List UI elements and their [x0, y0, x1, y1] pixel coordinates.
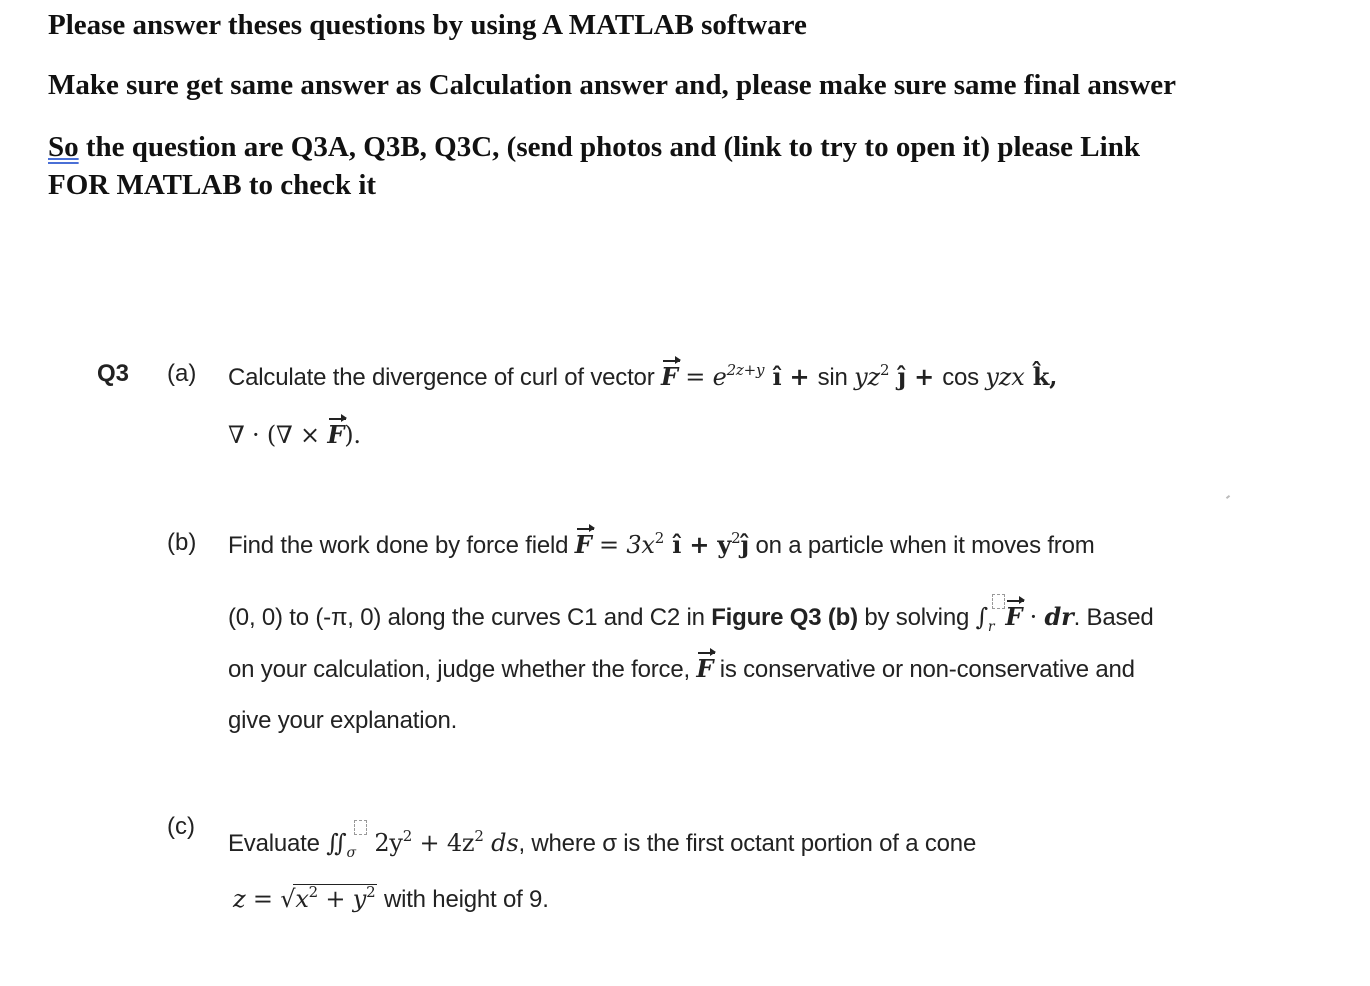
part-b-line-2: (0, 0) to (-π, 0) along the curves C1 and C2 in Figure Q3 (b) by solving $\int_r$ F · dr. Based [228, 594, 1154, 632]
figure-reference: Figure Q3 (b) [711, 604, 858, 631]
vector-f: F [327, 420, 345, 449]
part-b-line-1: Find the work done by force field $F = 3x^2$ î + $y^2ĵ$ on a particle when it moves from [228, 529, 1095, 559]
part-a-line-2: ∇ · (∇ × F). [228, 420, 361, 449]
part-b-line-3: on your calculation, judge whether the force, F is conservative or non-conservative and [228, 654, 1135, 683]
equation-placeholder-box [992, 594, 1005, 609]
radicand: $x^2 + y^2$ [295, 883, 376, 913]
part-b-line-4: give your explanation. [228, 707, 458, 734]
intro-line-2: Make sure get same answer as Calculation answer and, please make sure same final answer [48, 69, 1177, 101]
vector-f: F [1005, 602, 1023, 631]
intro-line-3 [48, 130, 1140, 165]
part-b-label: (b) [167, 529, 197, 556]
square-root-sign: √ [280, 885, 296, 913]
part-c-line-1: Evaluate $∬_\sigma$ $2y^2 + 4z^2$ ds, where σ is the first octant portion of a cone [228, 820, 976, 858]
question-label: Q3 [97, 360, 130, 387]
part-c-label: (c) [167, 813, 195, 840]
so-underlined-word: So [48, 131, 79, 163]
part-a-line-1: Calculate the divergence of curl of vector $F = e^{2z+y}$ î + $\sin yz^2$ ĵ + cos yzx k̂, [228, 361, 1058, 391]
surface-integral-sign: ∬ [326, 829, 347, 857]
intro-line-4: FOR MATLAB to check it [48, 169, 377, 201]
vector-f: F [574, 530, 592, 559]
vector-f: F [660, 362, 678, 391]
stray-mark [1226, 495, 1230, 499]
part-a-label: (a) [167, 360, 197, 387]
intro-line-1: Please answer theses questions by using A MATLAB software [48, 9, 807, 41]
equation-placeholder-box [354, 820, 367, 835]
intro-line-3-rest: the question are Q3A, Q3B, Q3C, (send photos and (link to try to open it) please Link [78, 131, 1140, 163]
part-c-line-2: $z = √x^2 + y^2$ with height of 9. [233, 883, 549, 913]
vector-f: F [696, 654, 714, 683]
line-integral-sign: ∫ [975, 603, 988, 631]
